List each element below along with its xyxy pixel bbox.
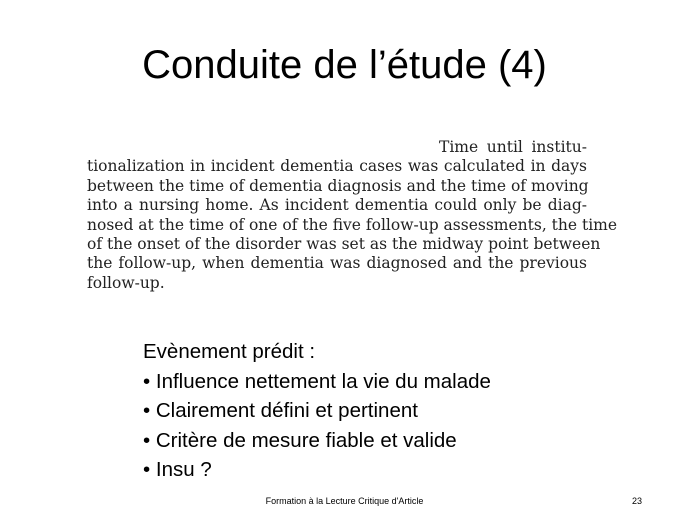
excerpt-line: of the onset of the disorder was set as the midway point between <box>87 235 601 254</box>
excerpt-line: between the time of dementia diagnosis and the time of moving <box>87 176 589 195</box>
excerpt-line: the follow-up, when dementia was diagnosed and the previous <box>87 254 587 273</box>
criteria-item: • Insu ? <box>143 458 212 481</box>
criteria-item: • Critère de mesure fiable et valide <box>143 428 457 452</box>
criteria-heading: Evènement prédit : <box>143 340 316 363</box>
article-excerpt <box>87 138 618 293</box>
page-number: 23 <box>632 496 643 506</box>
excerpt-line: into a nursing home. As incident dementia could only be diag- <box>87 196 587 215</box>
criteria-block <box>143 337 491 485</box>
excerpt-line: tionalization in incident dementia cases was calculated in days <box>87 157 587 176</box>
footer-text: Formation à la Lecture Critique d'Article <box>265 496 424 506</box>
excerpt-line: Time until institu- <box>439 138 587 156</box>
criteria-item: • Influence nettement la vie du malade <box>143 369 491 393</box>
criteria-list <box>143 367 491 485</box>
excerpt-line: nosed at the time of one of the five follow-up assessments, the time <box>87 215 618 234</box>
slide-title: Conduite de l’étude (4) <box>142 43 547 87</box>
excerpt-line: follow-up. <box>87 273 165 292</box>
criteria-item: • Clairement défini et pertinent <box>143 399 418 422</box>
